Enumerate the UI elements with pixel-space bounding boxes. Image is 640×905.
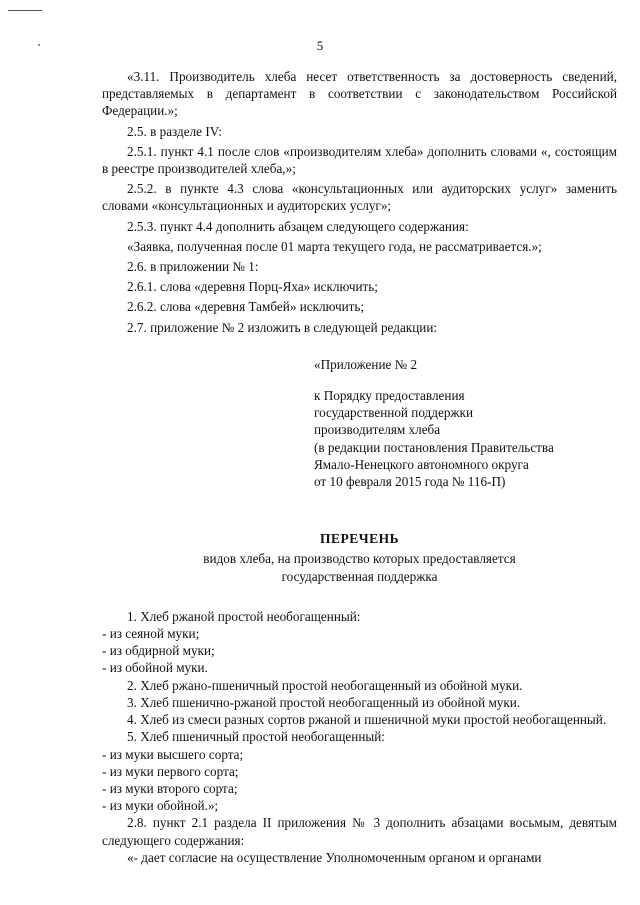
paragraph-2-6: 2.6. в приложении № 1: — [127, 259, 259, 275]
paragraph-consent: «- дает согласие на осуществление Уполномоченным органом и органами — [127, 849, 542, 865]
list-subtitle-line: государственная поддержка — [281, 568, 438, 584]
appendix-line: к Порядку предоставления — [314, 388, 465, 404]
paragraph-2-7: 2.7. приложение № 2 изложить в следующей редакции: — [127, 319, 438, 335]
list-subtitle-line: видов хлеба, на производство которых предоставляется — [203, 551, 516, 567]
list-title: ПЕРЕЧЕНЬ — [319, 531, 400, 547]
paragraph-quote-application: «Заявка, полученная после 01 марта текущего года, не рассматривается.»; — [127, 238, 542, 254]
list-item: - из сеяной муки; — [102, 626, 200, 642]
list-item: 1. Хлеб ржаной простой необогащенный: — [127, 608, 361, 624]
appendix-line: государственной поддержки — [314, 405, 473, 421]
scan-mark — [8, 10, 42, 11]
appendix-line: (в редакции постановления Правительства — [314, 439, 554, 455]
page-number: 5 — [316, 38, 324, 53]
paragraph-2-8: 2.8. пункт 2.1 раздела II приложения № 3 дополнить абзацами восьмым, девятым следующего содержания: — [102, 815, 617, 848]
list-item: - из муки высшего сорта; — [102, 746, 244, 762]
paragraph-2-5-1: 2.5.1. пункт 4.1 после слов «производителям хлеба» дополнить словами «, состоящим в реестре производителей хлеба,»; — [102, 143, 617, 177]
appendix-line: от 10 февраля 2015 года № 116-П) — [314, 474, 506, 490]
list-item: 2. Хлеб ржано-пшеничный простой необогащенный из обойной муки. — [127, 677, 523, 693]
appendix-line: производителям хлеба — [314, 422, 441, 438]
paragraph-2-6-2: 2.6.2. слова «деревня Тамбей» исключить; — [127, 299, 365, 315]
appendix-heading: «Приложение № 2 — [314, 356, 418, 372]
paragraph-2-6-1: 2.6.1. слова «деревня Порц-Яха» исключить; — [127, 279, 378, 295]
paragraph-3-11: «3.11. Производитель хлеба несет ответственность за достоверность сведений, представляемых в департамент в соответствии с законодательством Российской Федерации.»; — [102, 69, 617, 119]
list-item: 5. Хлеб пшеничный простой необогащенный: — [127, 729, 385, 745]
document-body — [102, 68, 617, 866]
appendix-line: Ямало-Ненецкого автономного округа — [314, 456, 529, 472]
list-item: - из муки обойной.»; — [102, 798, 219, 814]
list-item: - из муки первого сорта; — [102, 763, 239, 779]
paragraph-2-5-2: 2.5.2. в пункте 4.3 слова «консультационных или аудиторских услуг» заменить словами «консультационных и аудиторских услуг»; — [102, 181, 617, 214]
appendix-block — [314, 356, 617, 490]
list-item: 4. Хлеб из смеси разных сортов ржаной и пшеничной муки простой необогащенный. — [127, 712, 607, 728]
list-item: 3. Хлеб пшенично-ржаной простой необогащенный из обойной муки. — [127, 694, 521, 710]
list-item: - из муки второго сорта; — [102, 780, 238, 796]
list-item: - из обойной муки. — [102, 660, 208, 676]
paragraph-2-5-3: 2.5.3. пункт 4.4 дополнить абзацем следующего содержания: — [127, 218, 469, 234]
paragraph-2-5: 2.5. в разделе IV: — [127, 123, 222, 139]
list-item: - из обдирной муки; — [102, 643, 215, 659]
